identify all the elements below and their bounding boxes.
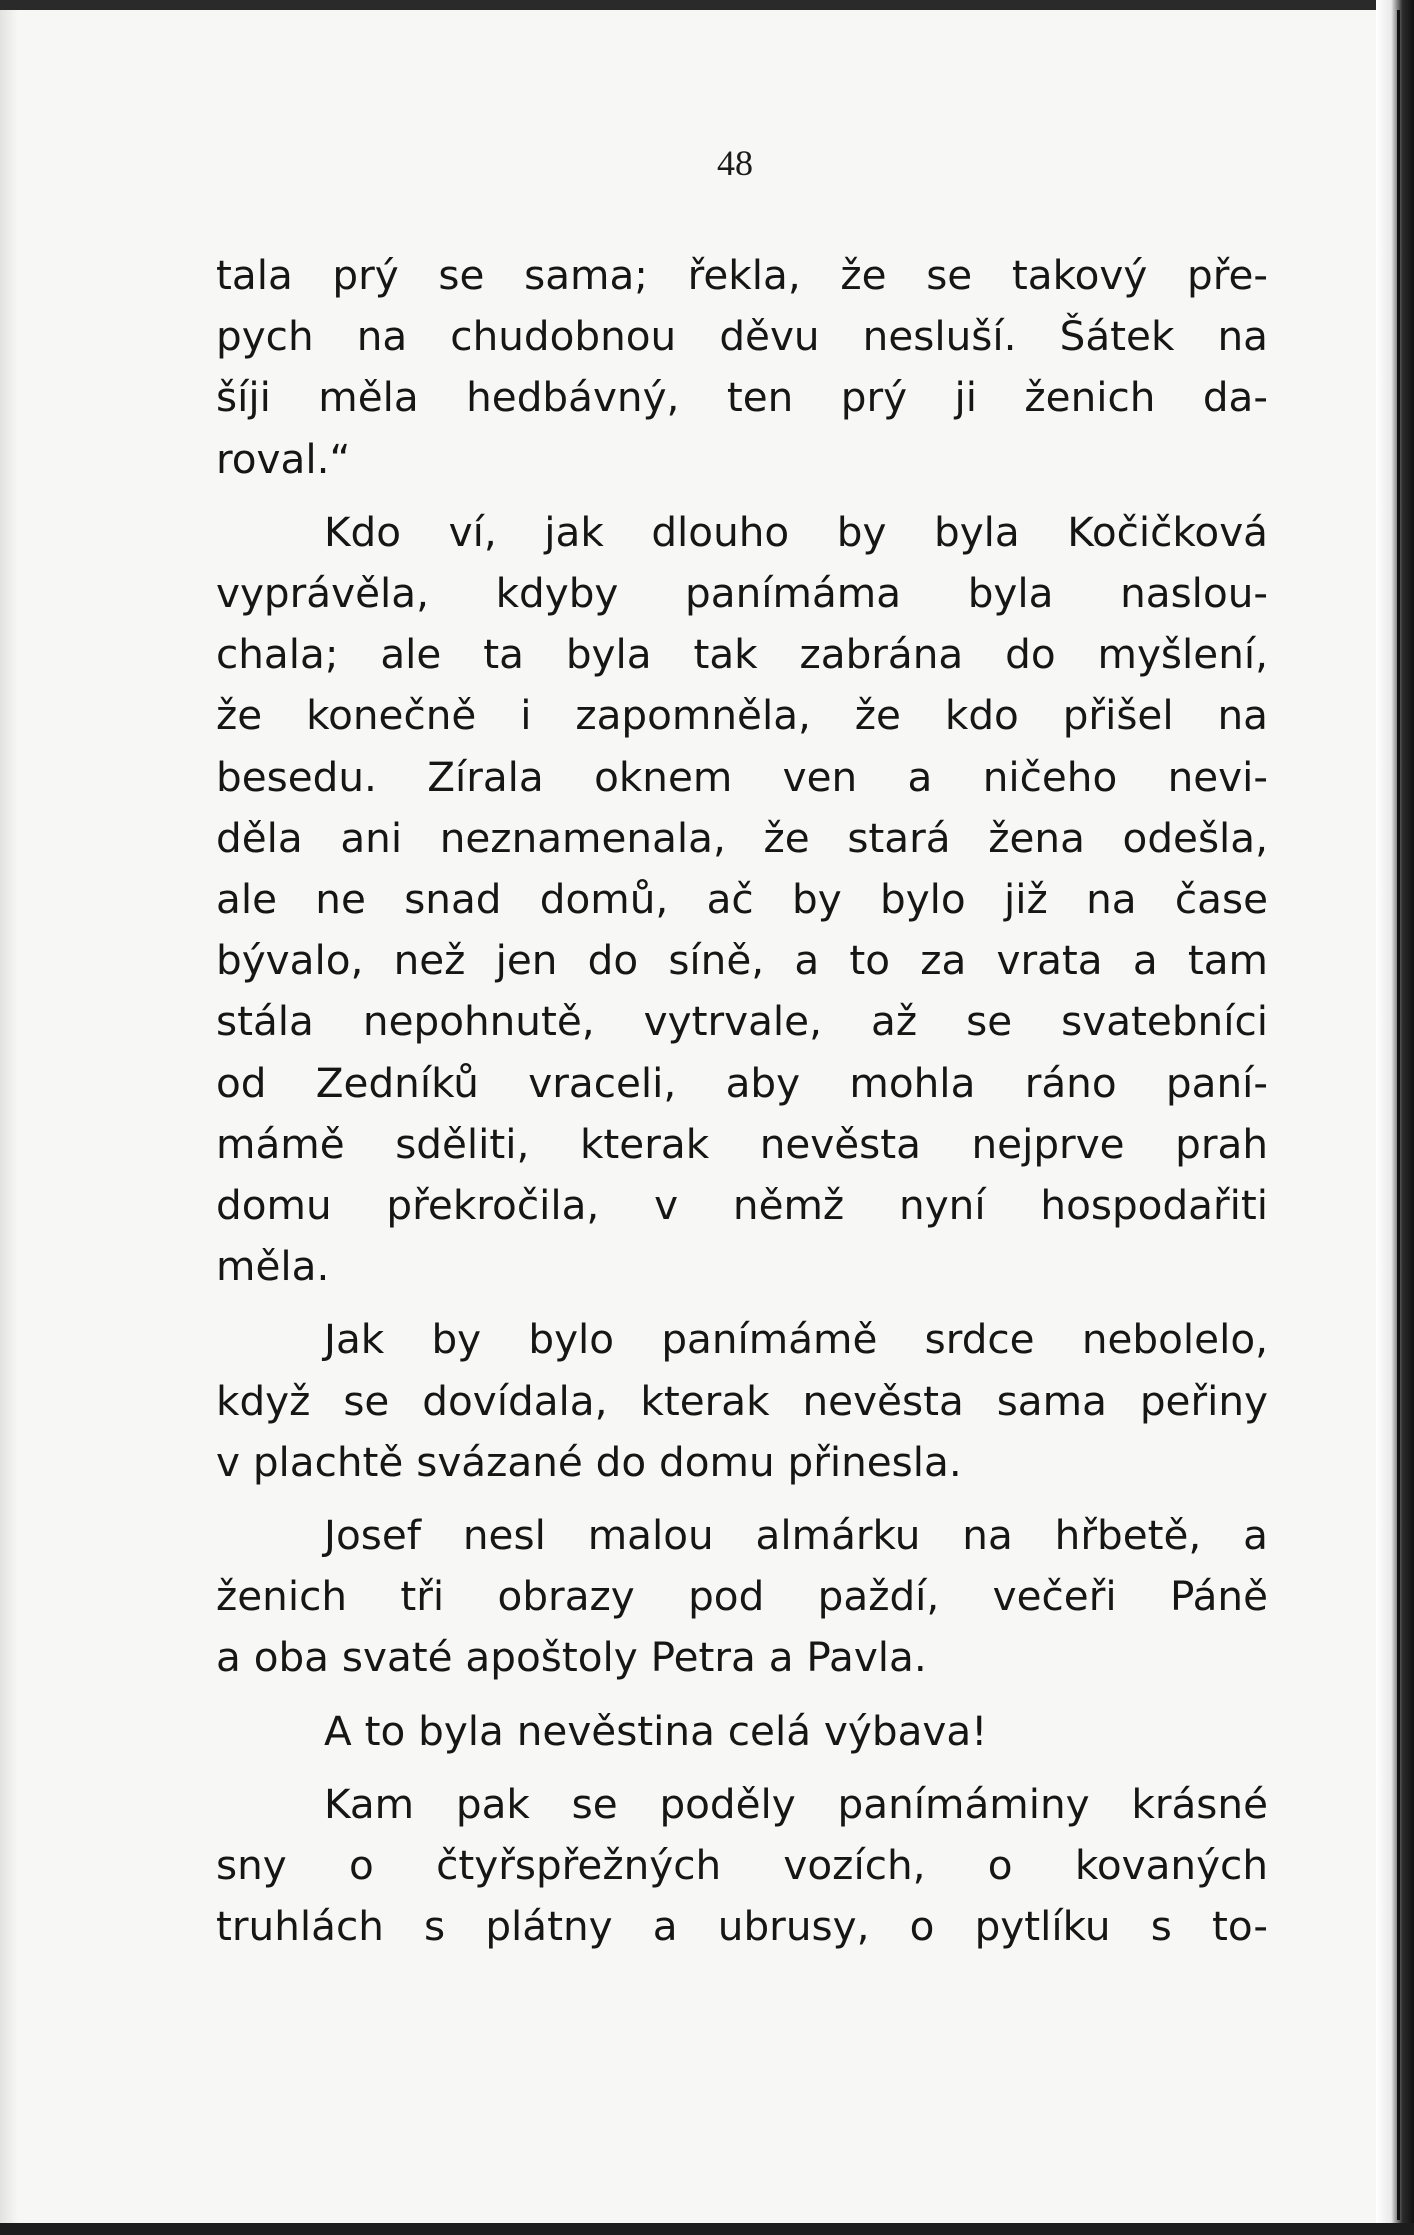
text-line: když se dovídala, kterak nevěsta sama peřiny bbox=[216, 1376, 1268, 1425]
paragraph bbox=[216, 1505, 1268, 1689]
text-line: vyprávěla, kdyby panímáma byla naslou- bbox=[216, 569, 1268, 618]
scan-right-border bbox=[1397, 10, 1400, 2220]
scan-top-edge bbox=[0, 0, 1414, 10]
paragraph bbox=[216, 245, 1268, 490]
paragraph bbox=[216, 502, 1268, 1298]
paragraph bbox=[216, 1701, 1268, 1762]
scan-right-edge bbox=[1376, 0, 1414, 2235]
text-line: Josef nesl malou almárku na hřbetě, a bbox=[324, 1511, 1268, 1560]
paragraph bbox=[216, 1309, 1268, 1493]
body-text bbox=[216, 245, 1268, 1957]
text-line: ale ne snad domů, ač by bylo již na čase bbox=[216, 875, 1268, 924]
text-line: A to byla nevěstina celá výbava! bbox=[324, 1706, 988, 1755]
scan-bottom-edge bbox=[0, 2223, 1414, 2235]
text-line: besedu. Zírala oknem ven a ničeho nevi- bbox=[216, 752, 1268, 801]
page-number: 48 bbox=[717, 143, 753, 183]
text-line: sny o čtyřspřežných vozích, o kovaných bbox=[216, 1841, 1268, 1890]
text-line: mámě sděliti, kterak nevěsta nejprve prah bbox=[216, 1119, 1268, 1168]
text-line: a oba svaté apoštoly Petra a Pavla. bbox=[216, 1633, 927, 1682]
text-line: pych na chudobnou děvu nesluší. Šátek na bbox=[216, 312, 1268, 361]
text-line: chala; ale ta byla tak zabrána do myšlení, bbox=[216, 630, 1268, 679]
text-line: měla. bbox=[216, 1242, 330, 1291]
text-line: bývalo, než jen do síně, a to za vrata a tam bbox=[216, 936, 1268, 985]
text-line: truhlách s plátny a ubrusy, o pytlíku s to- bbox=[216, 1902, 1268, 1951]
text-line: děla ani neznamenala, že stará žena odešla, bbox=[216, 813, 1268, 862]
page-left-shade bbox=[0, 0, 18, 2235]
text-line: ženich tři obrazy pod paždí, večeři Páně bbox=[216, 1572, 1268, 1621]
text-line: stála nepohnutě, vytrvale, až se svatebníci bbox=[216, 997, 1268, 1046]
text-line: Kam pak se poděly panímáminy krásné bbox=[324, 1779, 1268, 1828]
text-line: domu překročila, v němž nyní hospodařiti bbox=[216, 1181, 1268, 1230]
text-line: tala prý se sama; řekla, že se takový pře- bbox=[216, 251, 1268, 299]
paragraph bbox=[216, 1774, 1268, 1958]
text-line: Jak by bylo panímámě srdce nebolelo, bbox=[324, 1315, 1268, 1364]
text-line: v plachtě svázané do domu přinesla. bbox=[216, 1437, 962, 1486]
text-line: že konečně i zapomněla, že kdo přišel na bbox=[216, 691, 1268, 740]
text-line: od Zedníků vraceli, aby mohla ráno paní- bbox=[216, 1058, 1268, 1107]
text-line: Kdo ví, jak dlouho by byla Kočičková bbox=[324, 507, 1268, 556]
text-line: roval.“ bbox=[216, 434, 351, 483]
text-line: šíji měla hedbávný, ten prý ji ženich da- bbox=[216, 373, 1268, 422]
